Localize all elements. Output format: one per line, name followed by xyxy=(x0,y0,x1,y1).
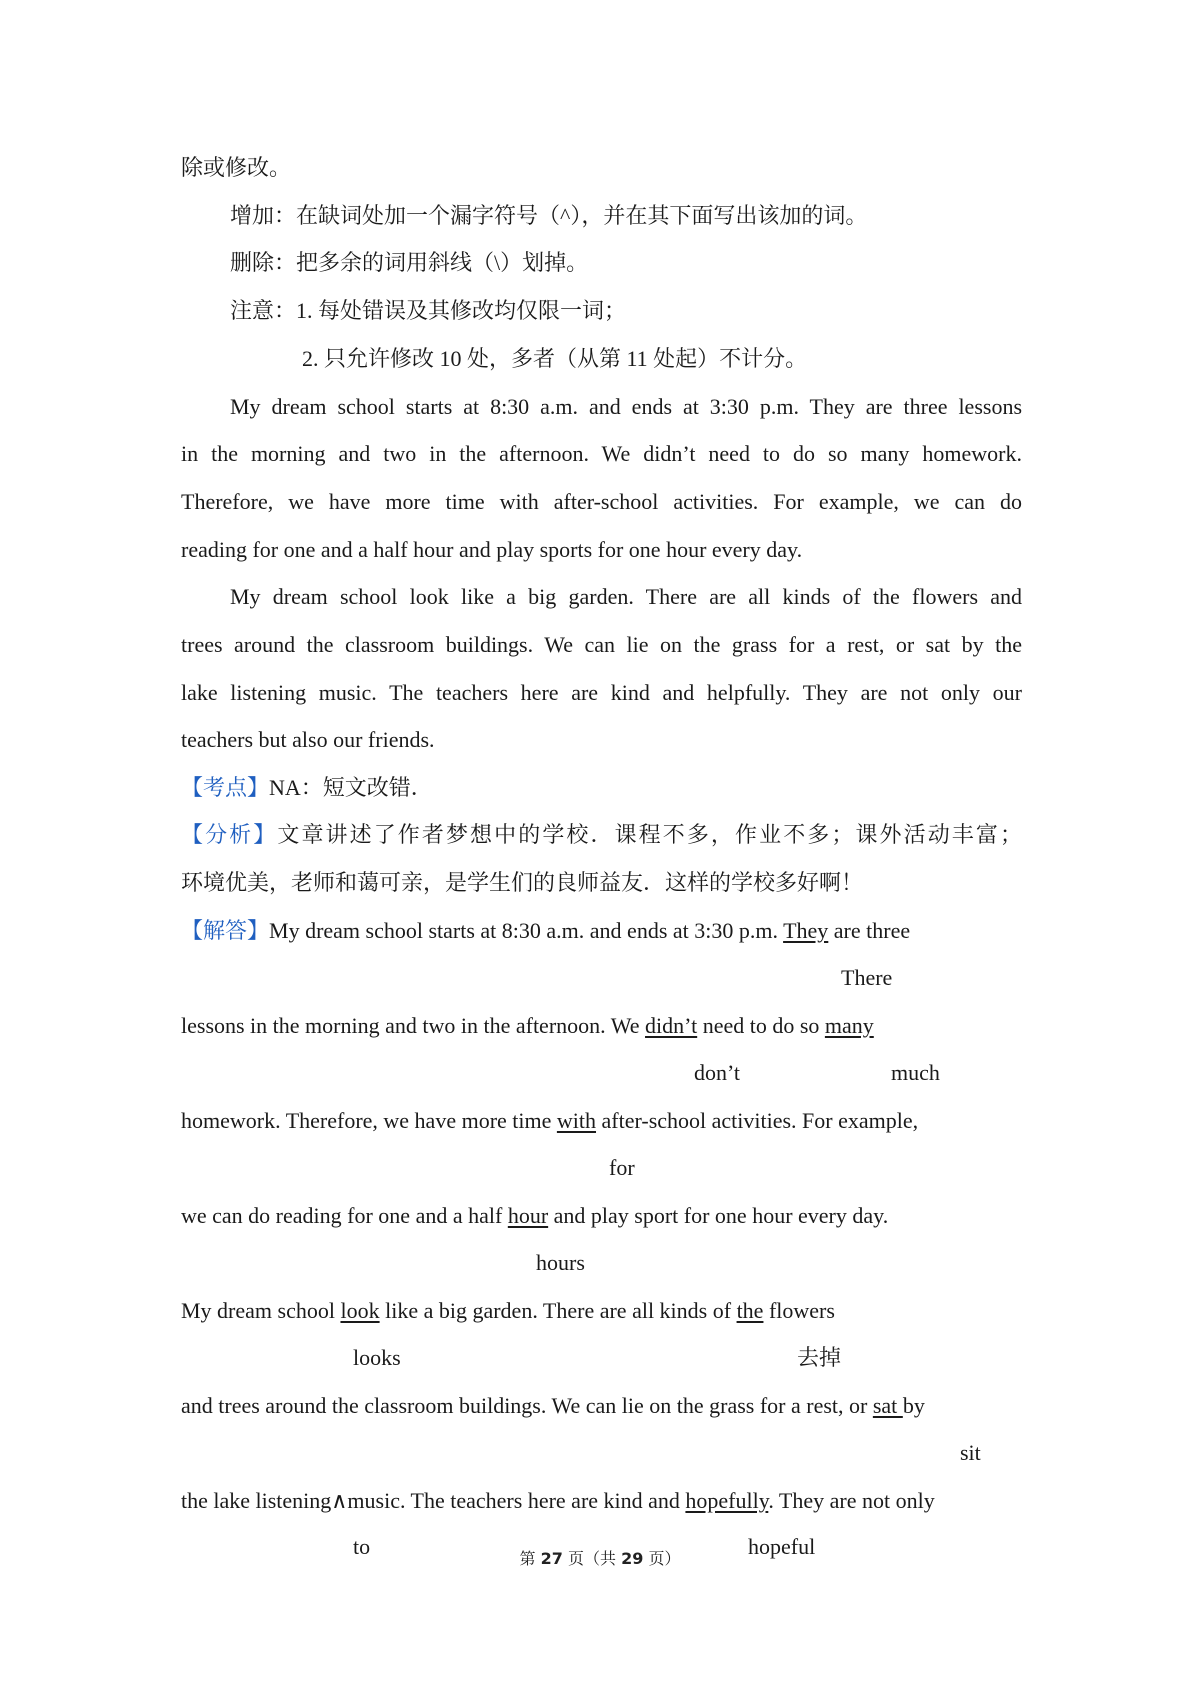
jieda-line-4 xyxy=(181,1201,888,1231)
passage-p1-line-3: Therefore, we have more time with after-school activities. For example, we can do xyxy=(181,489,1022,514)
jieda-l7-a: the lake listening xyxy=(181,1488,332,1513)
instruction-note-2: 2. 只允许修改 10 处，多者（从第 11 处起）不计分。 xyxy=(302,346,808,371)
jieda-l5-a: My dream school xyxy=(181,1298,341,1323)
jieda-l3-a: homework. Therefore, we have more time xyxy=(181,1108,557,1133)
kaodian-text: NA：短文改错． xyxy=(269,775,433,800)
kaodian-tag: 【考点】 xyxy=(181,775,270,800)
jieda-line-1 xyxy=(181,916,910,946)
jieda-line-6 xyxy=(181,1391,925,1421)
jieda-l3-b: after-school activities. For example, xyxy=(596,1108,919,1133)
insert-caret: ∧ xyxy=(331,1488,348,1513)
error-didnt: didn’t xyxy=(645,1013,698,1038)
passage-p2-line-3: lake listening music. The teachers here are kind and helpfully. They are not only our xyxy=(181,680,1022,705)
footer-prefix: 第 xyxy=(519,1549,541,1568)
jieda-l2-b: need to do so xyxy=(697,1013,825,1038)
jieda-l4-a: we can do reading for one and a half xyxy=(181,1203,508,1228)
error-sat: sat xyxy=(872,1393,903,1418)
page-number: 27 xyxy=(540,1549,563,1568)
jieda-tag: 【解答】 xyxy=(181,918,270,943)
footer-mid: 页（共 xyxy=(562,1549,622,1568)
jieda-line-7 xyxy=(181,1486,935,1516)
passage-p1-line-1: My dream school starts at 8:30 a.m. and ends at 3:30 p.m. They are three lessons xyxy=(230,394,1022,419)
error-many: many xyxy=(824,1013,874,1038)
jieda-l2-a: lessons in the morning and two in the afternoon. We xyxy=(181,1013,646,1038)
passage-p1-line-2: in the morning and two in the afternoon. We didn’t need to do so many homework. xyxy=(181,441,1022,466)
correction-delete-the: 去掉 xyxy=(797,1345,842,1370)
error-look: look xyxy=(340,1298,380,1323)
passage-p1-line-4: reading for one and a half hour and play sports for one hour every day. xyxy=(181,537,803,562)
correction-hours: hours xyxy=(536,1250,585,1275)
jieda-line-2 xyxy=(181,1011,874,1041)
fenxi-text-1: 文章讲述了作者梦想中的学校．课程不多，作业不多；课外活动丰富； xyxy=(277,822,1022,847)
error-they: They xyxy=(783,918,829,943)
fenxi-line-1 xyxy=(181,820,1022,850)
correction-to: to xyxy=(353,1534,371,1559)
page-footer xyxy=(0,1546,1200,1569)
jieda-l5-c: flowers xyxy=(763,1298,835,1323)
passage-p2-line-4: teachers but also our friends. xyxy=(181,727,435,752)
jieda-l1-a: My dream school starts at 8:30 a.m. and ends at 3:30 p.m. xyxy=(269,918,784,943)
kaodian-line xyxy=(181,773,433,803)
fenxi-tag: 【分析】 xyxy=(181,822,278,847)
correction-there: There xyxy=(841,965,893,990)
jieda-l7-c: . They are not only xyxy=(768,1488,935,1513)
jieda-l1-b: are three xyxy=(828,918,911,943)
jieda-l5-b: like a big garden. There are all kinds of xyxy=(379,1298,737,1323)
correction-sit: sit xyxy=(960,1440,981,1465)
instruction-note-1: 注意：1. 每处错误及其修改均仅限一词； xyxy=(230,298,627,323)
correction-looks: looks xyxy=(353,1345,401,1370)
error-hour: hour xyxy=(507,1203,549,1228)
passage-p2-line-2: trees around the classroom buildings. We can lie on the grass for a rest, or sat by the xyxy=(181,632,1022,657)
jieda-line-3 xyxy=(181,1106,918,1136)
instruction-add: 增加：在缺词处加一个漏字符号（^），并在其下面写出该加的词。 xyxy=(230,203,868,228)
page-total: 29 xyxy=(621,1549,644,1568)
error-with: with xyxy=(556,1108,597,1133)
footer-suffix: 页） xyxy=(643,1549,681,1568)
jieda-l7-b: music. The teachers here are kind and xyxy=(347,1488,686,1513)
correction-for: for xyxy=(609,1155,635,1180)
fenxi-line-2: 环境优美，老师和蔼可亲，是学生们的良师益友．这样的学校多好啊！ xyxy=(181,870,864,895)
jieda-line-5 xyxy=(181,1296,835,1326)
instruction-delete: 删除：把多余的词用斜线（\）划掉。 xyxy=(230,250,589,275)
error-the: the xyxy=(736,1298,764,1323)
correction-hopeful: hopeful xyxy=(748,1534,816,1559)
error-hopefully: hopefully xyxy=(685,1488,769,1513)
jieda-l6-a: and trees around the classroom buildings. We can lie on the grass for a rest, or xyxy=(181,1393,873,1418)
correction-dont: don’t xyxy=(694,1060,741,1085)
jieda-l6-b: by xyxy=(902,1393,925,1418)
passage-p2-line-1: My dream school look like a big garden. There are all kinds of the flowers and xyxy=(230,584,1022,609)
correction-much: much xyxy=(891,1060,940,1085)
instruction-continuation: 除或修改。 xyxy=(181,155,292,180)
jieda-l4-b: and play sport for one hour every day. xyxy=(548,1203,889,1228)
